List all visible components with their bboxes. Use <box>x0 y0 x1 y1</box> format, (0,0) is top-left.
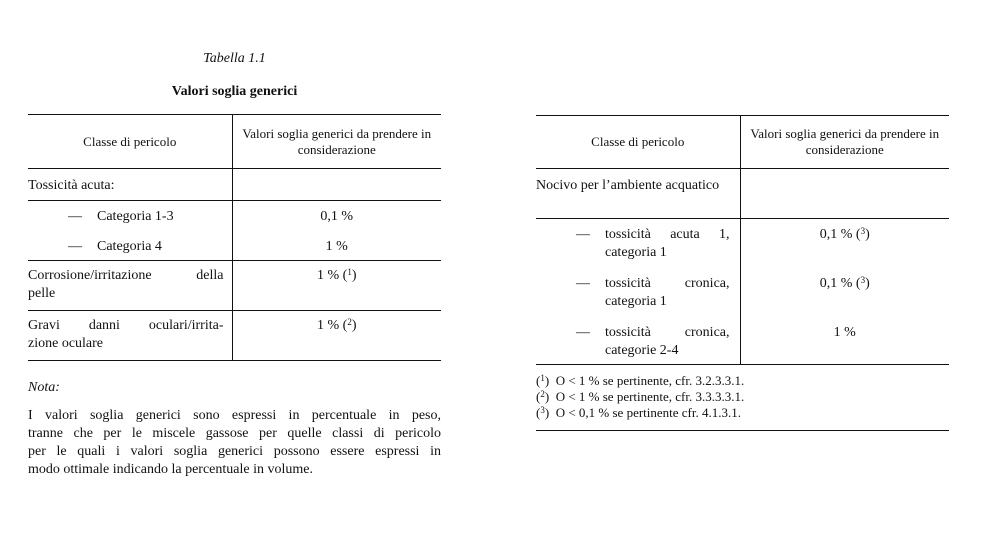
row-aquatic-hazard-label: Nocivo per l’ambiente acquatico <box>536 169 740 219</box>
header-threshold-values: Valori soglia generici da prendere in considerazione <box>750 126 940 157</box>
table-caption-title: Valori soglia generici <box>171 84 298 99</box>
nota-label: Nota: <box>28 380 60 395</box>
value-skin-corrosion: 1 % ($^1$) <box>316 267 357 283</box>
row-skin-corrosion: Corrosione/irritazione della pelle <box>28 261 232 311</box>
row-category-4: — Categoria 4 <box>28 233 232 261</box>
header-hazard-class: Classe di pericolo <box>536 116 740 169</box>
value-category-4: 1 % <box>325 238 348 254</box>
thresholds-table-right <box>536 115 949 365</box>
footnote-1: ($^1$) O < 1 % se pertinente, cfr. 3.2.3.3.1. <box>536 373 745 388</box>
value-chronic-toxicity-2-4: 1 % <box>833 324 856 340</box>
footnotes-rule <box>536 430 949 431</box>
row-category-1-3: — Categoria 1-3 <box>28 201 232 233</box>
header-hazard-class: Classe di pericolo <box>28 115 232 169</box>
thresholds-table-left <box>28 114 441 361</box>
value-acute-toxicity-1: 0,1 % ($^3$) <box>819 226 870 242</box>
row-acute-toxicity-1: — tossicità acuta 1, categoria 1 <box>536 219 740 268</box>
row-acute-toxicity-label: Tossicità acuta: <box>28 169 232 201</box>
row-eye-damage: Gravi danni oculari/irrita- zione oculare <box>28 311 232 361</box>
footnotes <box>536 373 949 421</box>
footnote-3: ($^3$) O < 0,1 % se pertinente cfr. 4.1.3.1. <box>536 405 742 420</box>
row-chronic-toxicity-1: — tossicità cronica, categoria 1 <box>536 268 740 317</box>
row-chronic-toxicity-2-4: — tossicità cronica, categorie 2-4 <box>536 317 740 365</box>
value-chronic-toxicity-1: 0,1 % ($^3$) <box>819 274 870 291</box>
footnote-2: ($^2$) O < 1 % se pertinente, cfr. 3.3.3.3.1. <box>536 389 745 404</box>
value-eye-damage: 1 % ($^2$) <box>316 317 357 333</box>
header-threshold-values: Valori soglia generici da prendere in considerazione <box>242 125 432 157</box>
nota-text: I valori soglia generici sono espressi in percentuale in peso, tranne che per le miscele gassose per quelle classi di pericolo per le quali i valori soglia generici possono essere espressi in modo ottimale indicando la percentuale in volume. <box>28 408 441 477</box>
value-category-1-3: 0,1 % <box>320 209 354 224</box>
table-caption-number: Tabella 1.1 <box>203 51 266 66</box>
